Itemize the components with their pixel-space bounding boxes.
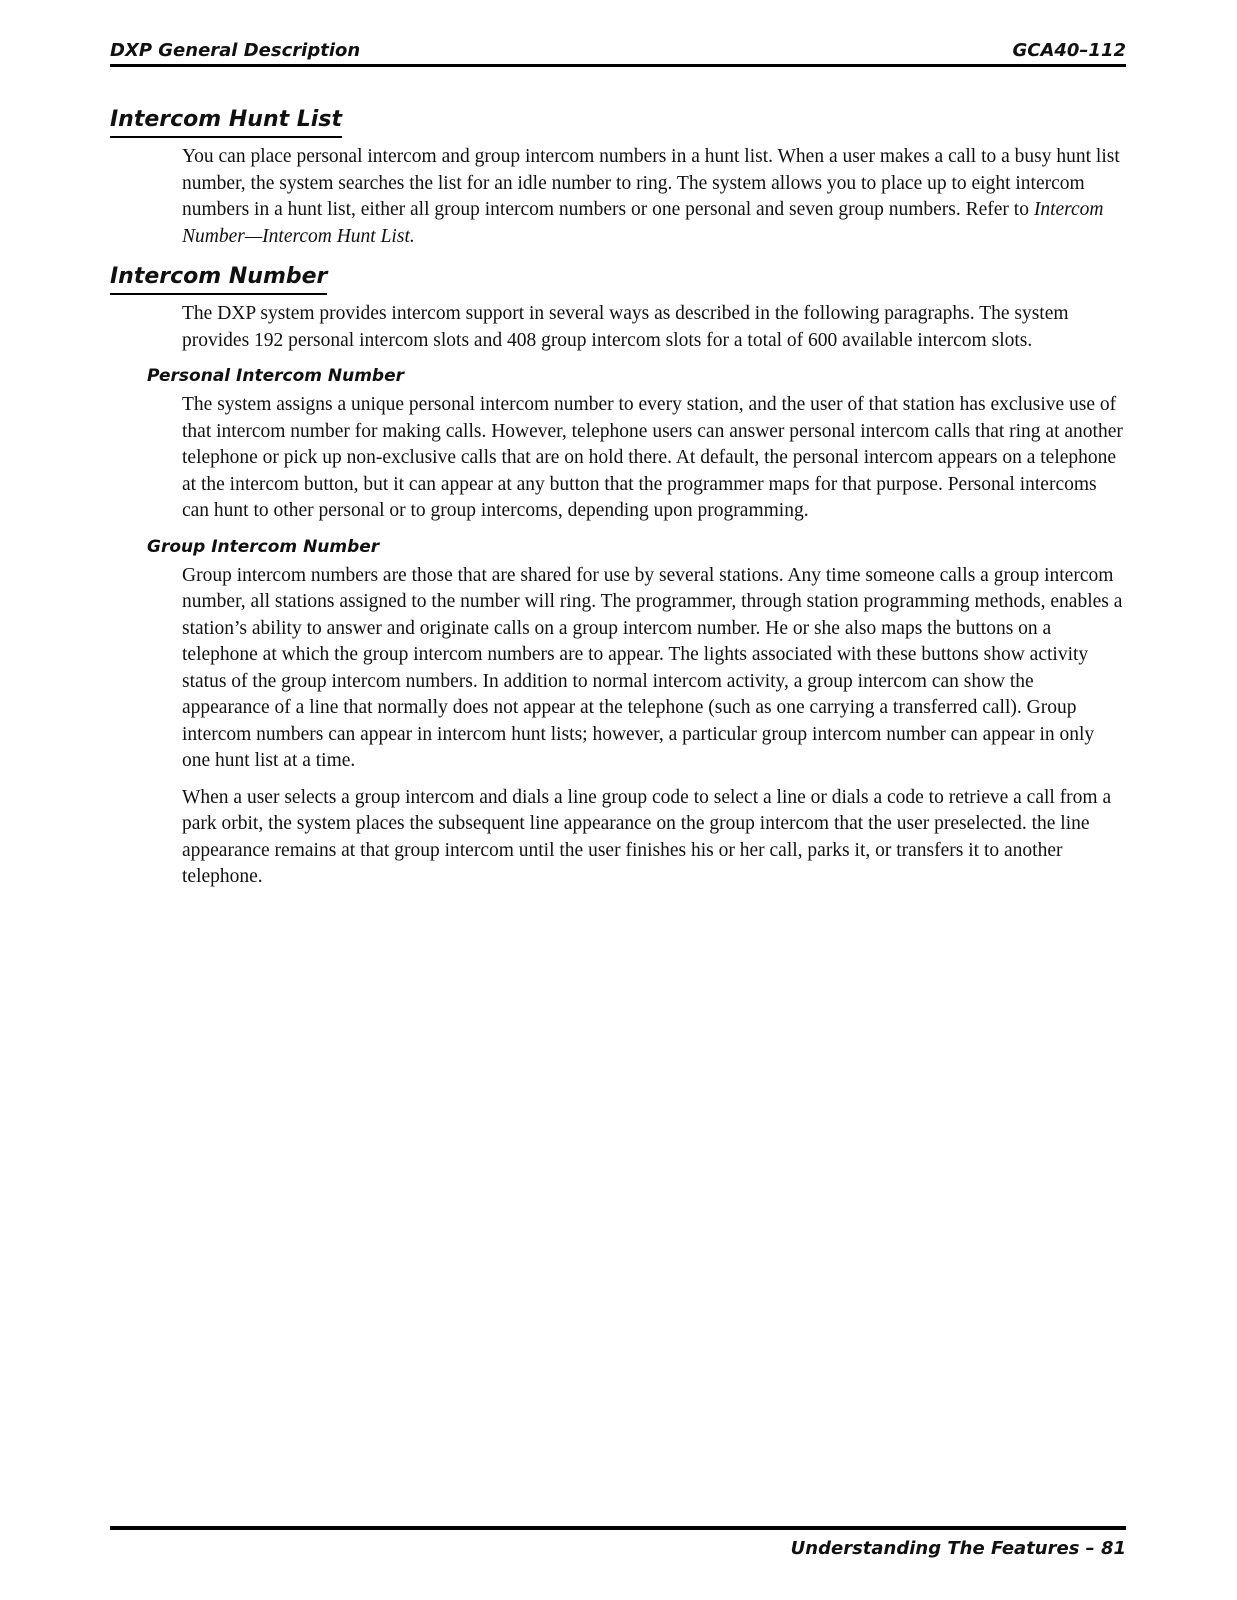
paragraph: The system assigns a unique personal intercom number to every station, and the user of that station has exclusive use of that intercom number for making calls. However, telephone users can answer personal intercom calls that ring at another telephone or pick up non-exclusive calls that are on hold there. At default, the personal intercom appears on a telephone at the intercom button, but it can appear at any button that the programmer maps for that purpose. Personal intercoms can hunt to other personal or to group intercoms, depending upon programming. [182, 394, 1123, 521]
paragraph [182, 144, 1126, 250]
section-heading: Intercom Number [110, 262, 327, 295]
page-content [110, 105, 1126, 903]
page-footer [110, 1526, 1126, 1562]
document-title: DXP General Description [110, 40, 361, 61]
section-heading: Intercom Hunt List [110, 105, 342, 138]
paragraph: When a user selects a group intercom and dials a line group code to select a line or dials a code to retrieve a call from a park orbit, the system places the subsequent line appearance on the group intercom that the user preselected. the line appearance remains at that group intercom until the user finishes his or her call, parks it, or transfers it to another telephone. [182, 786, 1112, 887]
subsection-heading: Group Intercom Number [147, 536, 380, 557]
paragraph-text: You can place personal intercom and group intercom numbers in a hunt list. When a user makes a call to a busy hunt list number, the system searches the list for an idle number to ring. The system allows you to place up to eight intercom numbers in a hunt list, either all group intercom numbers or one personal and seven group numbers. Refer to [182, 146, 1120, 220]
document-number: GCA40–112 [1012, 40, 1126, 61]
section-intercom-hunt-list [110, 105, 1126, 250]
paragraph: Group intercom numbers are those that are shared for use by several stations. Any time someone calls a group intercom number, all stations assigned to the number will ring. The programmer, through station programming methods, enables a station’s ability to answer and originate calls on a group intercom number. He or she also maps the buttons on a telephone at which the group intercom numbers are to appear. The lights associated with these buttons show activity status of the group intercom numbers. In addition to normal intercom activity, a group intercom can show the appearance of a line that normally does not appear at the telephone (such as one carrying a transferred call). Group intercom numbers can appear in intercom hunt lists; however, a particular group intercom number can appear in only one hunt list at a time. [182, 564, 1123, 771]
cross-reference: Intercom Number—Intercom Hunt List. [182, 199, 1104, 247]
section-intercom-number [110, 262, 1126, 891]
page-header [110, 38, 1126, 67]
footer-text: Understanding The Features – 81 [790, 1538, 1126, 1559]
paragraph: The DXP system provides intercom support in several ways as described in the following paragraphs. The system provides 192 personal intercom slots and 408 group intercom slots for a total of 600 available intercom slots. [182, 303, 1069, 351]
subsection-heading: Personal Intercom Number [147, 366, 405, 386]
